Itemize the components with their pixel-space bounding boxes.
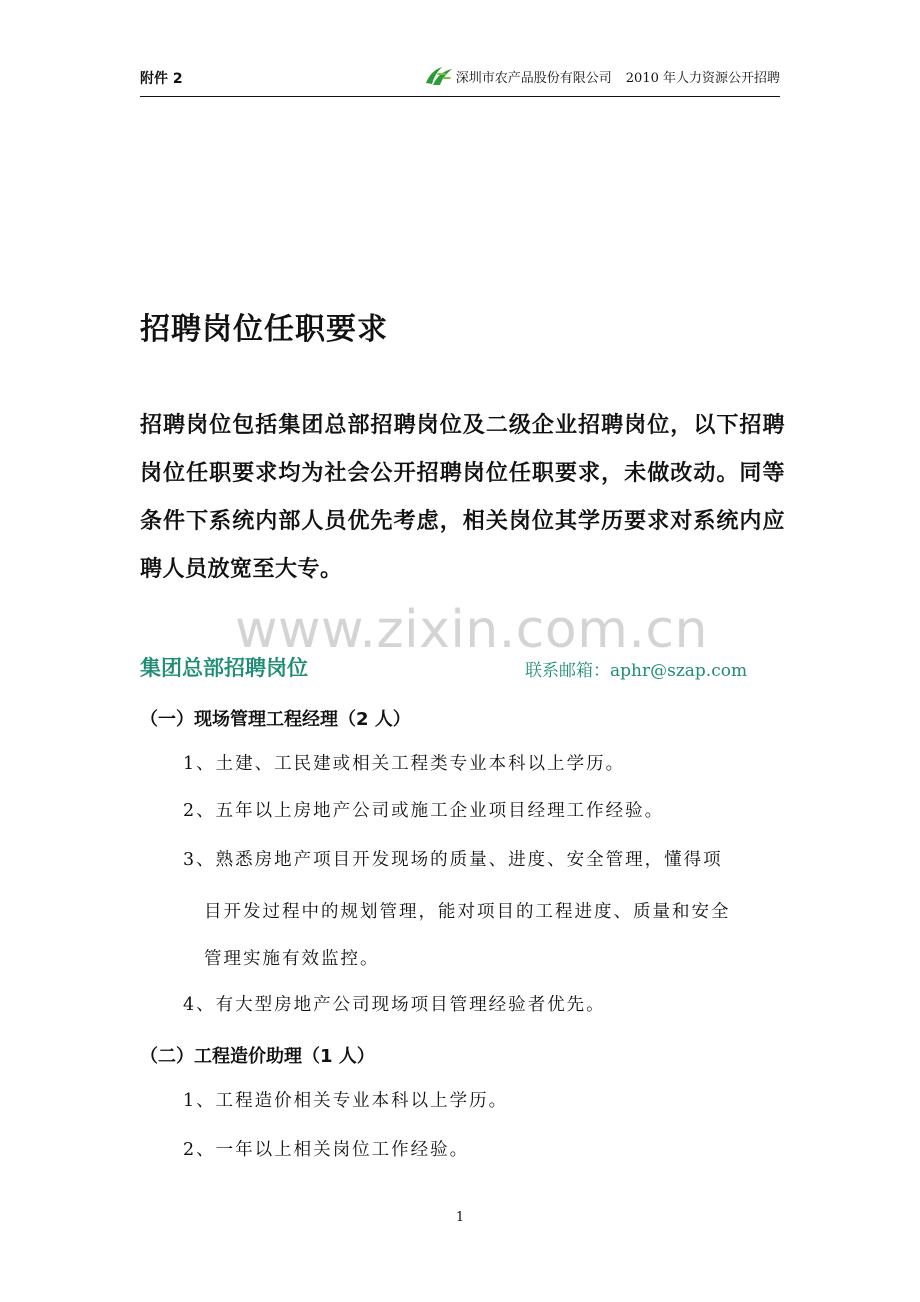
watermark-text: www.zixin.com.cn (235, 600, 708, 660)
requirement-continuation: 目开发过程中的规划管理，能对项目的工程进度、质量和安全 (204, 902, 731, 922)
requirement-continuation: 管理实施有效监控。 (204, 949, 380, 969)
attachment-label: 附件 2 (140, 71, 183, 87)
page-header (140, 62, 780, 97)
contact-label: 联系邮箱： (525, 661, 610, 681)
header-right (424, 65, 780, 87)
contact-line (525, 656, 747, 681)
contact-email[interactable]: aphr@szap.com (610, 661, 748, 681)
requirement-item: 3、熟悉房地产项目开发现场的质量、进度、安全管理，懂得项 (183, 850, 723, 870)
requirement-item: 2、五年以上房地产公司或施工企业项目经理工作经验。 (183, 801, 665, 821)
requirement-item: 1、工程造价相关专业本科以上学历。 (183, 1091, 509, 1111)
intro-paragraph: 招聘岗位包括集团总部招聘岗位及二级企业招聘岗位，以下招聘岗位任职要求均为社会公开招聘岗位任职要求，未做改动。同等条件下系统内部人员优先考虑，相关岗位其学历要求对系统内应聘人员放宽至大专。 (140, 413, 785, 582)
requirement-item: 4、有大型房地产公司现场项目管理经验者优先。 (183, 995, 606, 1015)
position-title-1: （一）现场管理工程经理（2 人） (140, 709, 411, 730)
company-name: 深圳市农产品股份有限公司 (455, 70, 612, 86)
document-title: 招聘岗位任职要求 (140, 312, 388, 347)
company-logo-icon (424, 65, 454, 87)
page-number: 1 (455, 1210, 465, 1225)
section-title: 集团总部招聘岗位 (140, 656, 308, 680)
requirement-item: 2、一年以上相关岗位工作经验。 (183, 1140, 470, 1160)
requirement-item: 1、土建、工民建或相关工程类专业本科以上学历。 (183, 754, 626, 774)
position-title-2: （二）工程造价助理（1 人） (140, 1046, 375, 1067)
recruitment-name: 2010 年人力资源公开招聘 (625, 70, 780, 86)
